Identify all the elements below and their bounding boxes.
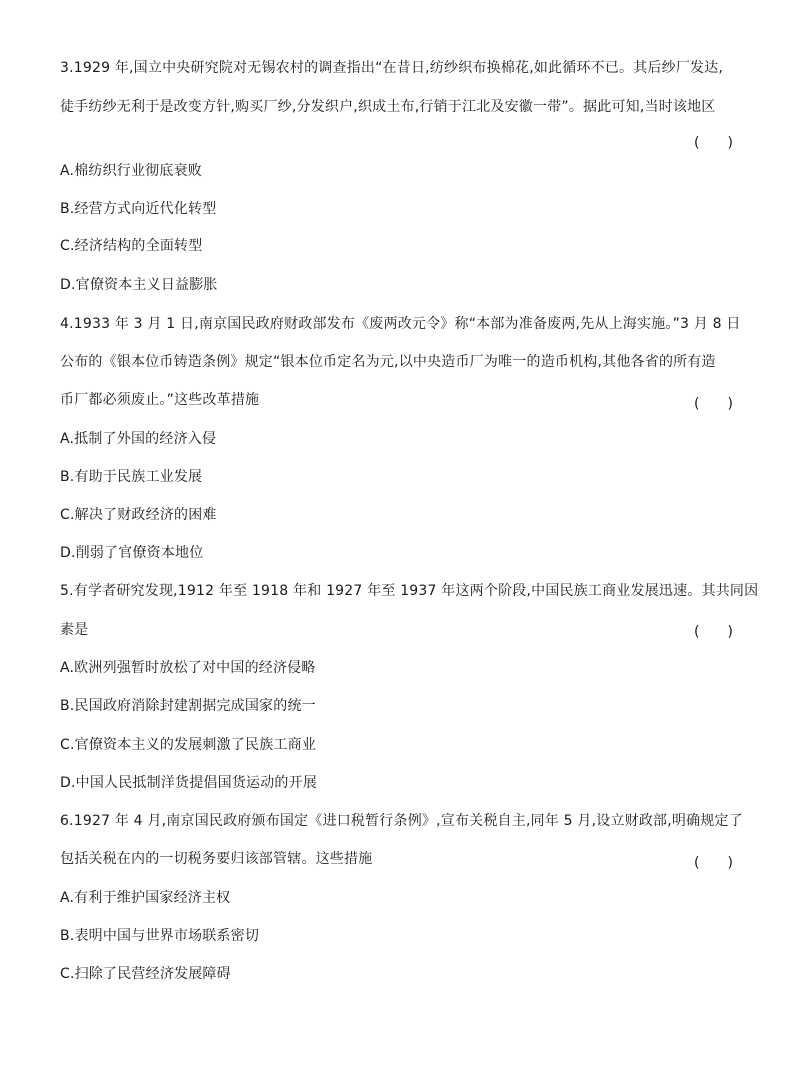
question-3-option-a: A.棉纺织行业彻底衰败 [60, 163, 202, 179]
question-5-option-b: B.民国政府消除封建割据完成国家的统一 [60, 698, 316, 714]
question-3-option-c: C.经济结构的全面转型 [60, 238, 203, 254]
question-6-option-c: C.扫除了民营经济发展障碍 [60, 966, 231, 982]
question-3-answer-blank: ( ) [694, 135, 733, 151]
question-4-option-b: B.有助于民族工业发展 [60, 469, 203, 485]
question-6-option-a: A.有利于维护国家经济主权 [60, 890, 231, 906]
question-5-option-d: D.中国人民抵制洋货提倡国货运动的开展 [60, 775, 318, 791]
question-4-stem-line-2: 公布的《银本位币铸造条例》规定“银本位币定名为元,以中央造币厂为唯一的造币机构,其他各省的所有造 [60, 354, 716, 370]
question-3-option-b: B.经营方式向近代化转型 [60, 201, 217, 217]
question-5-option-a: A.欧洲列强暂时放松了对中国的经济侵略 [60, 660, 316, 676]
question-6-answer-blank: ( ) [694, 855, 733, 871]
question-6-option-b: B.表明中国与世界市场联系密切 [60, 928, 260, 944]
question-3-option-d: D.官僚资本主义日益膨胀 [60, 277, 218, 293]
question-6-stem-line-1: 6.1927 年 4 月,南京国民政府颁布国定《进口税暂行条例》,宣布关税自主,同年 5 月,设立财政部,明确规定了 [60, 813, 743, 829]
question-4-stem-line-1: 4.1933 年 3 月 1 日,南京国民政府财政部发布《废两改元令》称“本部为准备废两,先从上海实施。”3 月 8 日 [60, 316, 741, 332]
question-6-stem-line-2: 包括关税在内的一切税务要归该部管辖。这些措施 [60, 851, 373, 867]
question-4-option-c: C.解决了财政经济的困难 [60, 507, 217, 523]
question-4-stem-line-3: 币厂都必须废止。”这些改革措施 [60, 392, 260, 408]
question-4-option-d: D.削弱了官僚资本地位 [60, 545, 204, 561]
question-4-option-a: A.抵制了外国的经济入侵 [60, 431, 217, 447]
question-3-stem-line-2: 徒手纺纱无利于是改变方针,购买厂纱,分发织户,织成土布,行销于江北及安徽一带”。据此可知,当时该地区 [60, 99, 716, 115]
question-5-option-c: C.官僚资本主义的发展刺激了民族工商业 [60, 737, 317, 753]
question-5-stem-line-1: 5.有学者研究发现,1912 年至 1918 年和 1927 年至 1937 年这两个阶段,中国民族工商业发展迅速。其共同因 [60, 583, 759, 599]
question-5-stem-line-2: 素是 [60, 622, 89, 638]
question-5-answer-blank: ( ) [694, 624, 733, 640]
question-3-stem-line-1: 3.1929 年,国立中央研究院对无锡农村的调查指出“在昔日,纺纱织布换棉花,如此循环不已。其后纱厂发达, [60, 60, 724, 76]
question-4-answer-blank: ( ) [694, 396, 733, 412]
